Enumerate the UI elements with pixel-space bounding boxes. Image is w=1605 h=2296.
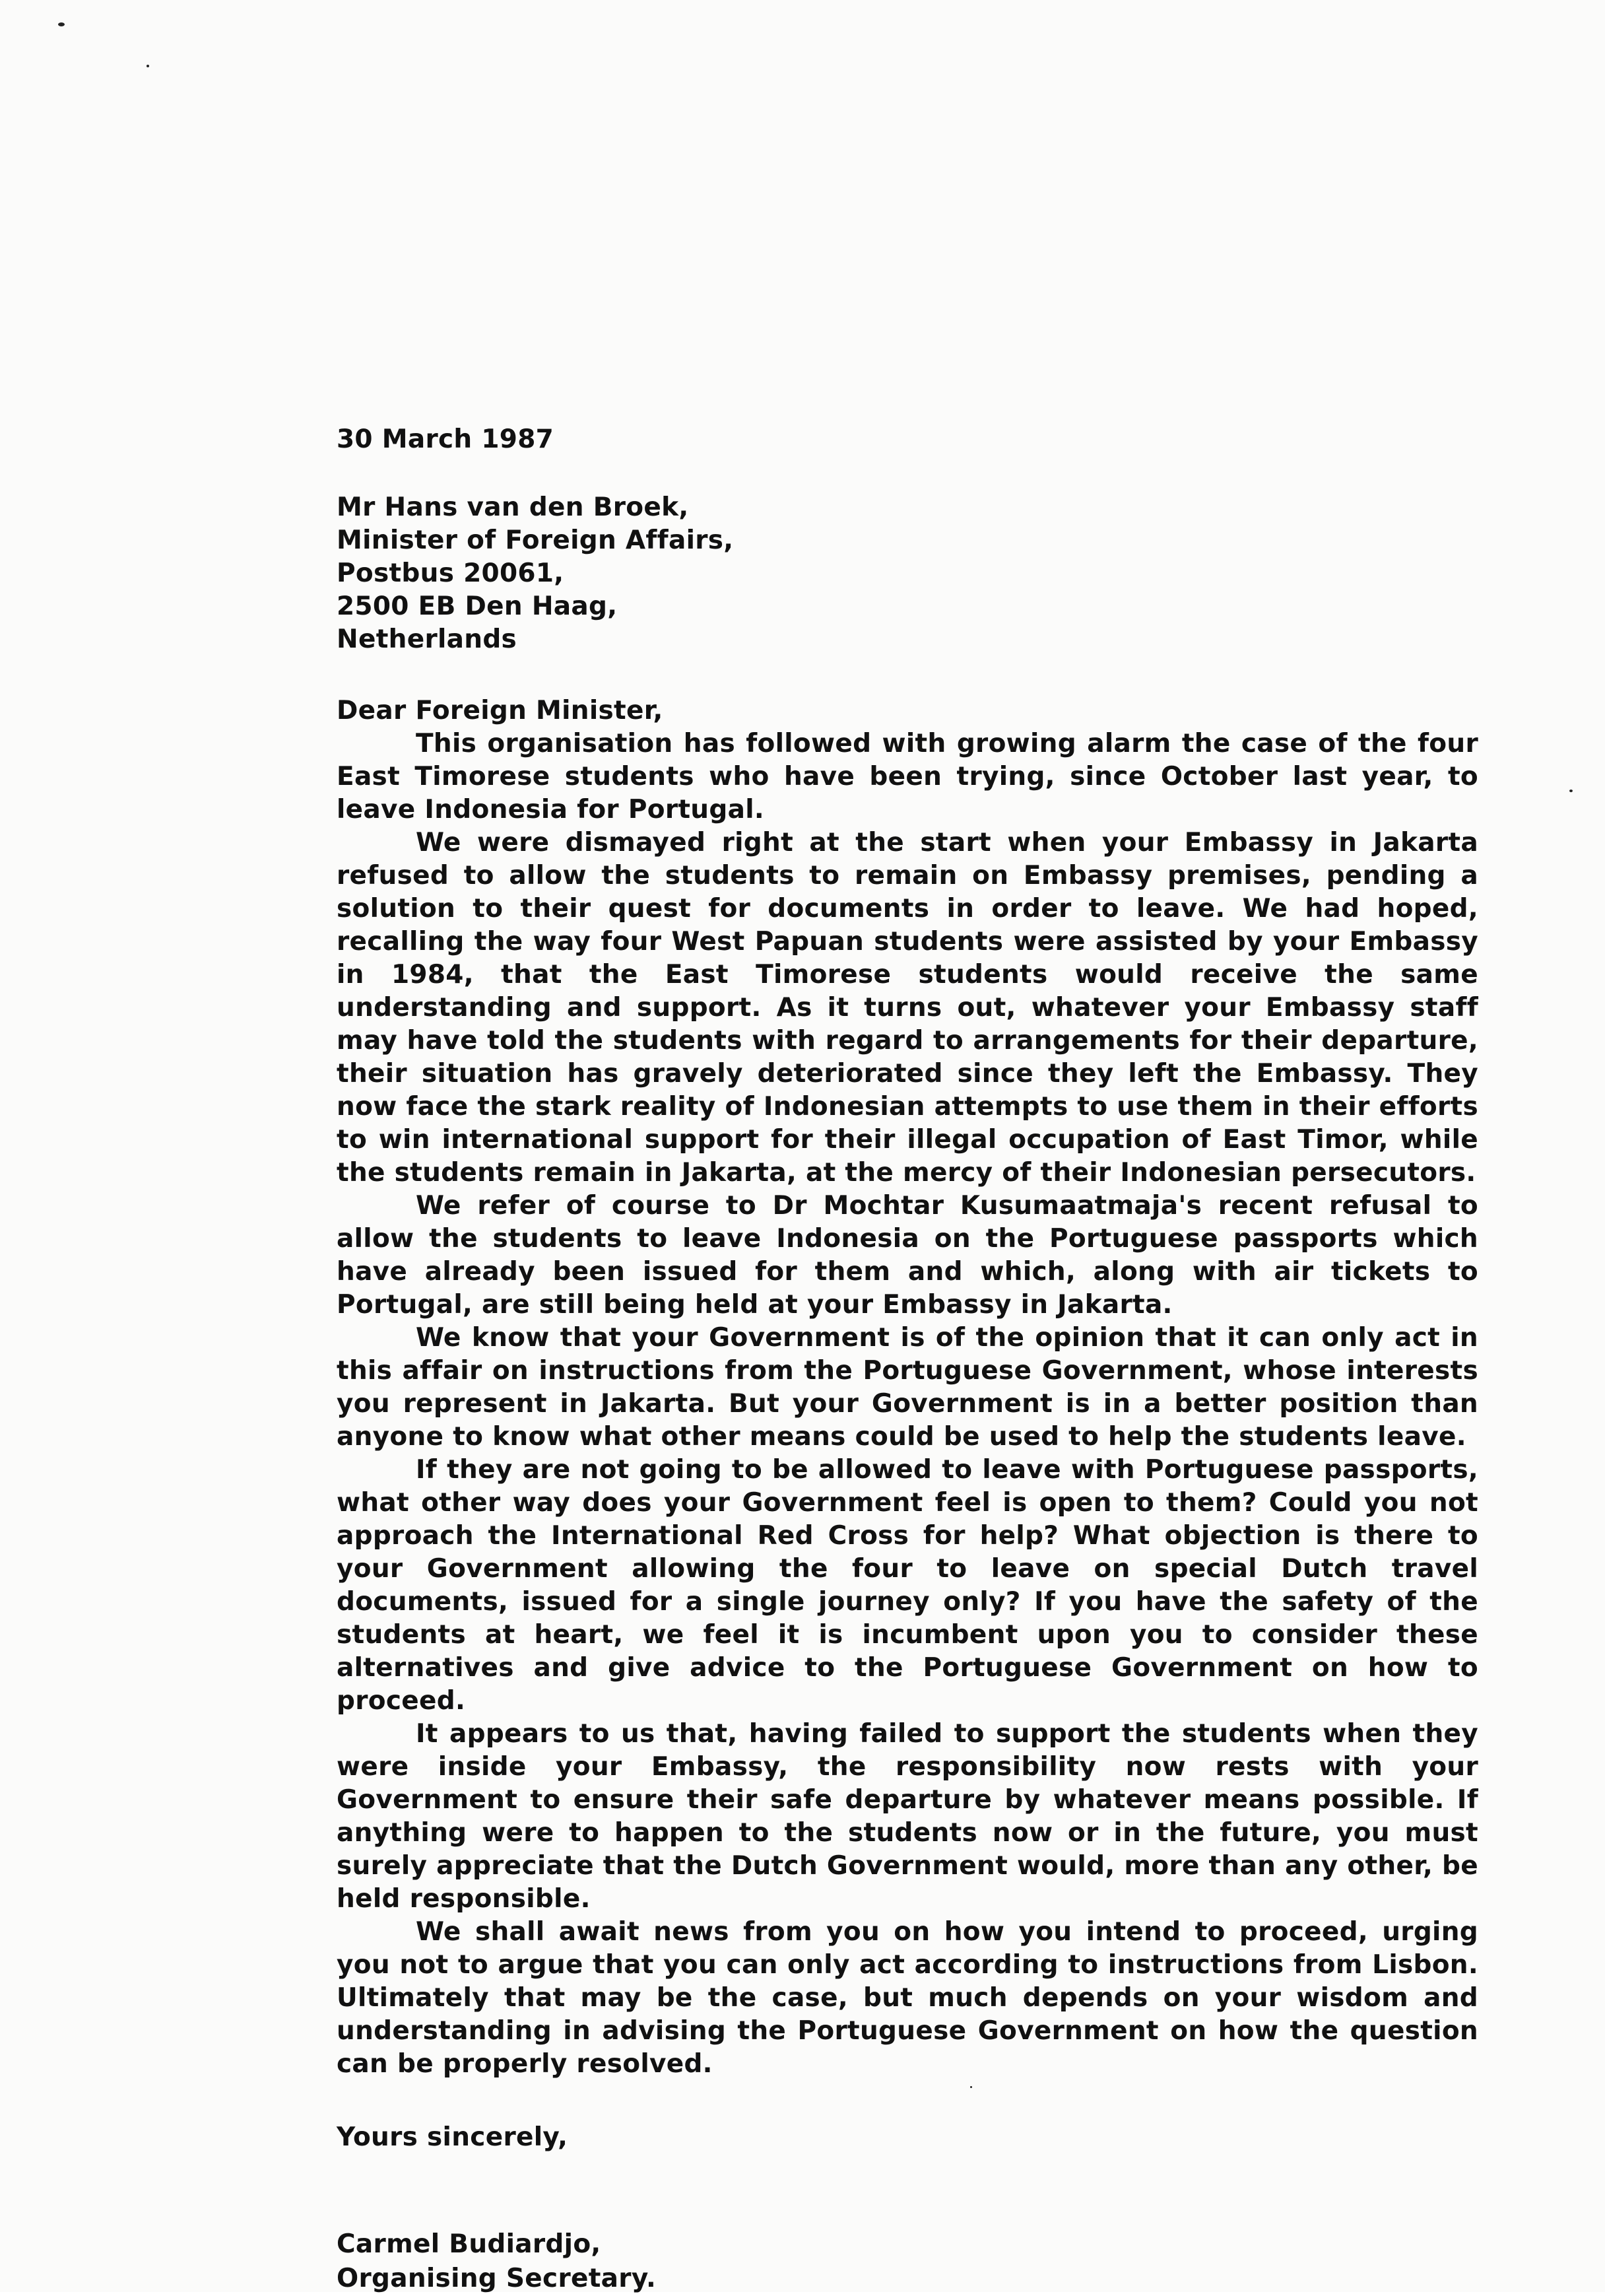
signer-name: Carmel Budiardjo, <box>337 2229 601 2259</box>
scan-speck <box>58 22 65 26</box>
scan-speck <box>147 65 149 67</box>
address-line: 2500 EB Den Haag, <box>337 591 618 621</box>
body-paragraph: We refer of course to Dr Mochtar Kusumaatmaja's recent refusal to allow the students to leave Indonesia on the Portuguese passports which have already been issued for them and which, along with air tickets to Portugal, are still being held at your Embassy in Jakarta. <box>337 1191 1478 1320</box>
letter-date: 30 March 1987 <box>337 424 554 454</box>
closing: Yours sincerely, <box>337 2122 568 2152</box>
address-line: Minister of Foreign Affairs, <box>337 525 734 555</box>
salutation: Dear Foreign Minister, <box>337 696 663 726</box>
scan-speck <box>1569 790 1573 792</box>
body-paragraph: We know that your Government is of the opinion that it can only act in this affair on instructions from the Portuguese Government, whose interests you represent in Jakarta. But your Government is in a better position than anyone to know what other means could be used to help the students leave. <box>337 1323 1478 1452</box>
address-line: Mr Hans van den Broek, <box>337 492 689 522</box>
recipient-address <box>337 491 1478 656</box>
address-line: Netherlands <box>337 625 517 654</box>
body-paragraph: We shall await news from you on how you intend to proceed, urging you not to argue that you can only act according to instructions from Lisbon. Ultimately that may be the case, but much depends on your wisdom and understanding in advising the Portuguese Government on how the question can be properly resolved. <box>337 1917 1478 2079</box>
body-paragraph: We were dismayed right at the start when your Embassy in Jakarta refused to allow the students to remain on Embassy premises, pending a solution to their quest for documents in order to leave. We had hoped, recalling the way four West Papuan students were assisted by your Embassy in 1984, that the East Timorese students would receive the same understanding and support. As it turns out, whatever your Embassy staff may have told the students with regard to arrangements for their departure, their situation has gravely deteriorated since they left the Embassy. They now face the stark reality of Indonesian attempts to use them in their efforts to win international support for their illegal occupation of East Timor, while the students remain in Jakarta, at the mercy of their Indonesian persecutors. <box>337 828 1478 1188</box>
body-paragraph: This organisation has followed with growing alarm the case of the four East Timorese students who have been trying, since October last year, to leave Indonesia for Portugal. <box>337 729 1478 825</box>
signature-block <box>337 2227 1478 2296</box>
body-paragraph: It appears to us that, having failed to support the students when they were inside your Embassy, the responsibility now rests with your Government to ensure their safe departure by whatever means possible. If anything were to happen to the students now or in the future, you must surely appreciate that the Dutch Government would, more than any other, be held responsible. <box>337 1719 1478 1914</box>
signer-title: Organising Secretary. <box>337 2264 657 2293</box>
letter-body <box>337 422 1478 2296</box>
address-line: Postbus 20061, <box>337 558 564 588</box>
body-paragraph: If they are not going to be allowed to leave with Portuguese passports, what other way does your Government feel is open to them? Could you not approach the International Red Cross for help? What objection is there to your Government allowing the four to leave on special Dutch travel documents, issued for a single journey only? If you have the safety of the students at heart, we feel it is incumbent upon you to consider these alternatives and give advice to the Portuguese Government on how to proceed. <box>337 1455 1478 1716</box>
